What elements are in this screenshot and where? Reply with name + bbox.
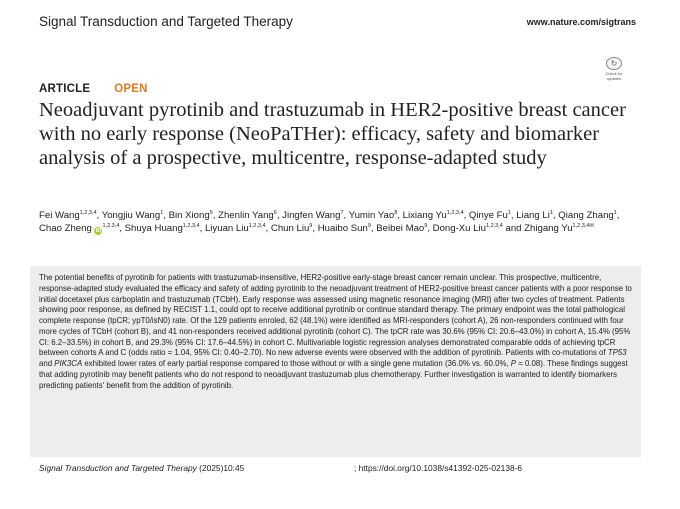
citation-journal: Signal Transduction and Targeted Therapy — [39, 463, 197, 473]
author-affiliation: 1,2,3,4 — [446, 210, 464, 216]
author-name[interactable]: Shuya Huang$^{1,2,3,4}$ — [124, 223, 200, 234]
author-name[interactable]: Qinye Fu$^1$ — [468, 210, 511, 221]
doi-link[interactable]: ; https://doi.org/10.1038/s41392-025-02138-6 — [354, 463, 523, 473]
check-for-updates-label: Check for updates — [605, 71, 623, 81]
check-for-updates-badge[interactable] — [603, 57, 625, 81]
author-list: Fei Wang$^{1,2,3,4}$, Yongjiu Wang$^1$, Bin Xiong$^5$, Zhenlin Yang$^6$, Jingfen Wang$^7$, Yumin Yao$^8$, Lixiang Yu$^{1,2,3,4}$, Qinye Fu$^1$, Liang Li$^1$, Qiang Zhang$^1$, Chao Zheng iD$^{1,2,3,4}$, Shuya Huang$^{1,2,3,4}$, Liyuan Liu$^{1,2,3,4}$, Chun Liu$^9$, Huaibo Sun$^9$, Beibei Mao$^9$, Dong-Xu Liu$^{1,2,3,4}$ and Zhigang $Yu^{1,2,3,4✉}$ — [39, 210, 620, 234]
author-name[interactable]: Dong-Xu Liu$^{1,2,3,4}$ — [432, 223, 503, 234]
author-name[interactable]: Yumin Yao$^8$ — [348, 210, 398, 221]
author-name[interactable]: Jingfen Wang$^7$ — [282, 210, 344, 221]
author-name[interactable]: Zhenlin Yang$^6$ — [218, 210, 277, 221]
author-name[interactable]: Liyuan Liu$^{1,2,3,4}$ — [204, 223, 266, 234]
author-affiliation: 1,2,3,4 — [102, 223, 120, 229]
p-value-symbol: P — [510, 359, 517, 368]
author-affiliation: 1,2,3,4✉ — [572, 223, 594, 229]
author-affiliation: 9 — [309, 223, 313, 229]
author-name[interactable]: Huaibo Sun$^9$ — [317, 223, 371, 234]
author-affiliation: 1,2,3,4 — [248, 223, 266, 229]
author-name[interactable]: Chun Liu$^9$ — [270, 223, 313, 234]
author-affiliation: 1 — [613, 210, 617, 216]
citation — [39, 463, 244, 473]
author-affiliation: 7 — [340, 210, 344, 216]
author-affiliation: 8 — [394, 210, 398, 216]
author-name[interactable]: Yongjiu Wang$^1$ — [101, 210, 164, 221]
article-title: Neoadjuvant pyrotinib and trastuzumab in HER2-positive breast cancer with no early response (NeoPaTHer): efficacy, safety and biomarker analysis of a prospective, multicentre, response-adapted study — [39, 99, 626, 169]
citation-volume: (2025)10:45 — [196, 463, 245, 473]
author-affiliation: 1,2,3,4 — [182, 223, 200, 229]
orcid-icon[interactable]: iD — [95, 228, 102, 234]
journal-name: Signal Transduction and Targeted Therapy — [39, 14, 293, 29]
author-name[interactable]: Lixiang Yu$^{1,2,3,4}$ — [402, 210, 464, 221]
author-affiliation: 1 — [549, 210, 553, 216]
author-affiliation: 1,2,3,4 — [486, 223, 503, 229]
author-affiliation: 6 — [273, 210, 277, 216]
author-affiliation: 1 — [160, 210, 164, 216]
author-name[interactable]: Chao Zheng iD$^{1,2,3,4}$ — [39, 223, 120, 234]
author-affiliation: 5 — [209, 210, 213, 216]
author-name[interactable]: Beibei Mao$^9$ — [376, 223, 428, 234]
author-affiliation: 1,2,3,4 — [79, 210, 97, 216]
open-access-label: OPEN — [114, 83, 148, 95]
gene-tp53: TP53 — [607, 348, 627, 358]
check-for-updates-icon: ↻ — [606, 57, 622, 70]
author-affiliation: 1 — [507, 210, 511, 216]
author-name[interactable]: Fei Wang$^{1,2,3,4}$ — [39, 210, 97, 221]
article-type-line — [39, 83, 148, 95]
author-name[interactable]: Zhigang $Yu^{1,2,3,4✉}$ — [524, 223, 594, 234]
gene-pik3ca: PIK3CA — [54, 359, 83, 368]
author-name[interactable]: Bin Xiong$^5$ — [168, 210, 213, 221]
abstract-text: The potential benefits of pyrotinib for patients with trastuzumab-insensitive, HER2-positive early-stage breast cancer remain unclear. This prospective, multicentre, response-adapted study evaluated the efficacy and safety of adding pyrotinib to the neoadjuvant treatment of HER2-positive breast cancer patients with a poor response to initial docetaxel plus carboplatin and trastuzumab (TCbH). Early response was assessed using magnetic resonance imaging (MRI) after two cycles of treatment. Patients showing poor response, as defined by RECIST 1.1, could opt to receive additional pyrotinib or continue standard therapy. The primary endpoint was the total pathological complete response (tpCR; ypT0/isN0) rate. Of the 129 patients enroled, 62 (48.1%) were identified as MRI-responders (cohort A), 26 non-responders continued with four more cycles of TCbH (cohort B), and 41 non-responders received additional pyrotinib (cohort C). The tpCR rate was 30.6% (95% CI: 20.6–43.0%) in cohort A, 15.4% (95% CI: 6.2–33.5%) in cohort B, and 29.3% (95% CI: 17.6–44.5%) in cohort C. Multivariable logistic regression analyses demonstrated comparable odds of achieving tpCR between cohorts A and C (odds ratio = 1.04, 95% CI: 0.40–2.70). No new adverse events were observed with the addition of pyrotinib. Patients with co-mutations of TP53 and PIK3CA exhibited lower rates of early partial response compared to those without or with a single gene mutation (36.0% vs. 60.0%, P = 0.08). These findings suggest that adding pyrotinib may benefit patients who do not respond to neoadjuvant trastuzumab plus chemotherapy. Further investigation is warranted to identify biomarkers predicting patients' benefit from the addition of pyrotinib. — [39, 273, 632, 390]
article-type-label: ARTICLE — [39, 83, 91, 95]
author-affiliation: 9 — [367, 223, 371, 229]
author-name[interactable]: Liang Li$^1$ — [516, 210, 553, 221]
author-name[interactable]: Qiang Zhang$^1$ — [558, 210, 617, 221]
journal-url[interactable]: www.nature.com/sigtrans — [526, 17, 636, 27]
author-affiliation: 9 — [424, 223, 428, 229]
